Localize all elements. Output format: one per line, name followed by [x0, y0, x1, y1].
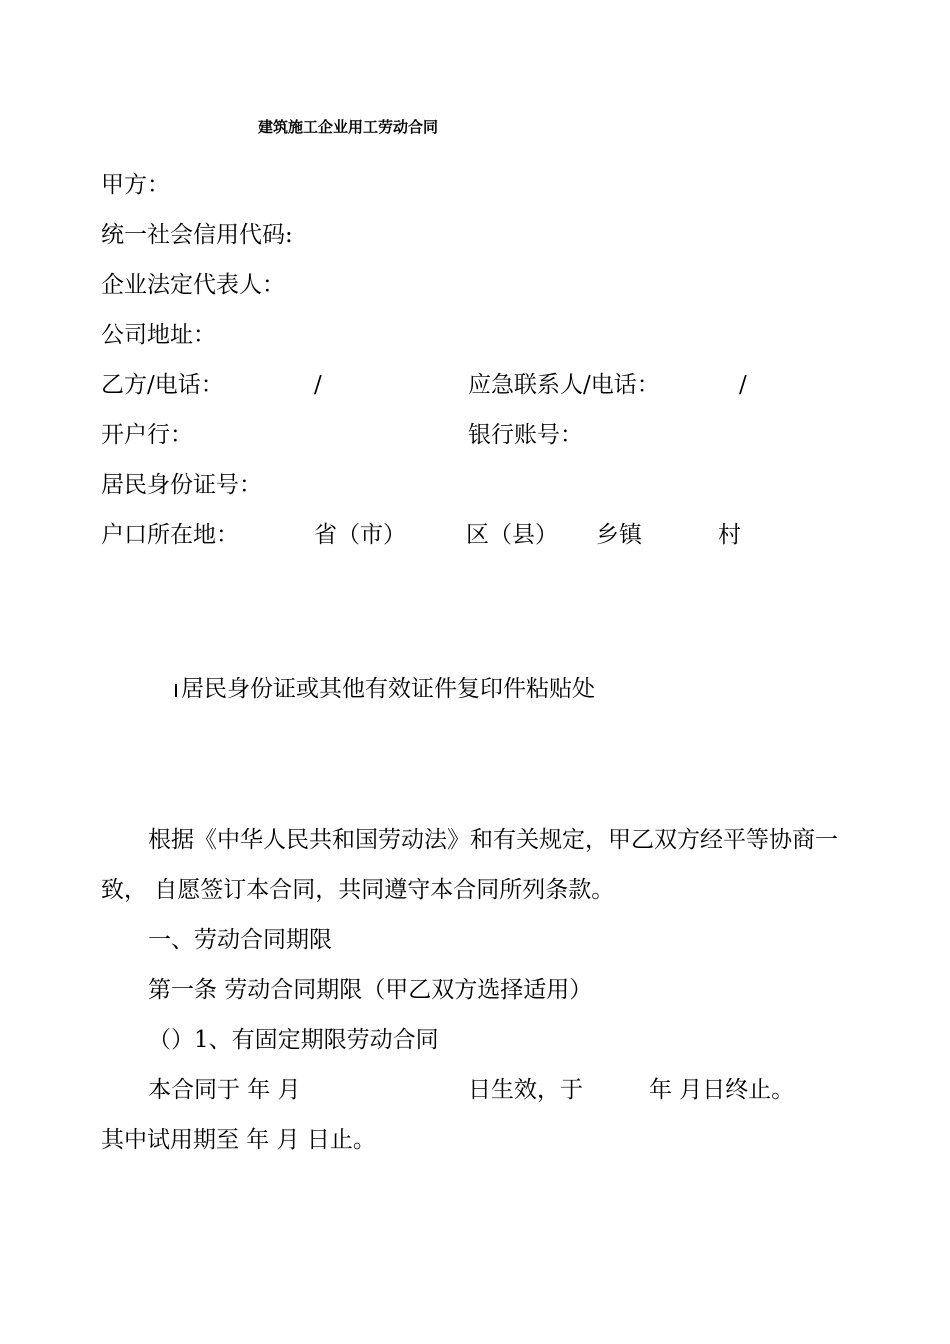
bank-label: 开户行： [101, 422, 193, 448]
id-copy-caption-text: 居民身份证或其他有效证件复印件粘贴处 [181, 676, 595, 702]
probation-line: 其中试用期至 年 月 日止。 [101, 1127, 376, 1153]
company-address-label: 公司地址： [101, 322, 216, 348]
bank-account-label: 银行账号： [468, 422, 583, 448]
party-a-label: 甲方： [101, 172, 170, 198]
party-b-phone-separator: / [314, 372, 322, 398]
option-1-fixed-term: （）1、有固定期限劳动合同 [148, 1027, 439, 1053]
document-title: 建筑施工企业用工劳动合同 [258, 118, 439, 136]
village-label: 村 [718, 522, 741, 548]
section-1-heading: 一、劳动合同期限 [148, 927, 332, 953]
emergency-contact-label: 应急联系人/电话： [468, 372, 660, 398]
credit-code-label: 统一社会信用代码: [101, 222, 293, 248]
party-b-phone-label: 乙方/电话： [101, 372, 224, 398]
caption-marker [175, 684, 177, 697]
id-number-label: 居民身份证号： [101, 472, 262, 498]
term-start-text: 本合同于 年 月 [148, 1077, 301, 1103]
legal-rep-label: 企业法定代表人： [101, 272, 285, 298]
article-1-heading: 第一条 劳动合同期限（甲乙双方选择适用） [148, 977, 593, 1003]
id-copy-caption [175, 675, 595, 703]
term-effective-text: 日生效，于 [468, 1077, 583, 1103]
hukou-label: 户口所在地： [101, 522, 239, 548]
preamble-line-2: 致， 自愿签订本合同，共同遵守本合同所列条款。 [101, 877, 615, 903]
preamble-line-1: 根据《中华人民共和国劳动法》和有关规定，甲乙双方经平等协商一 [148, 827, 838, 853]
emergency-contact-separator: / [739, 372, 747, 398]
town-label: 乡镇 [596, 522, 642, 548]
province-label: 省（市） [314, 522, 406, 548]
term-end-text: 年 月日终止。 [649, 1077, 795, 1103]
district-label: 区（县） [466, 522, 558, 548]
